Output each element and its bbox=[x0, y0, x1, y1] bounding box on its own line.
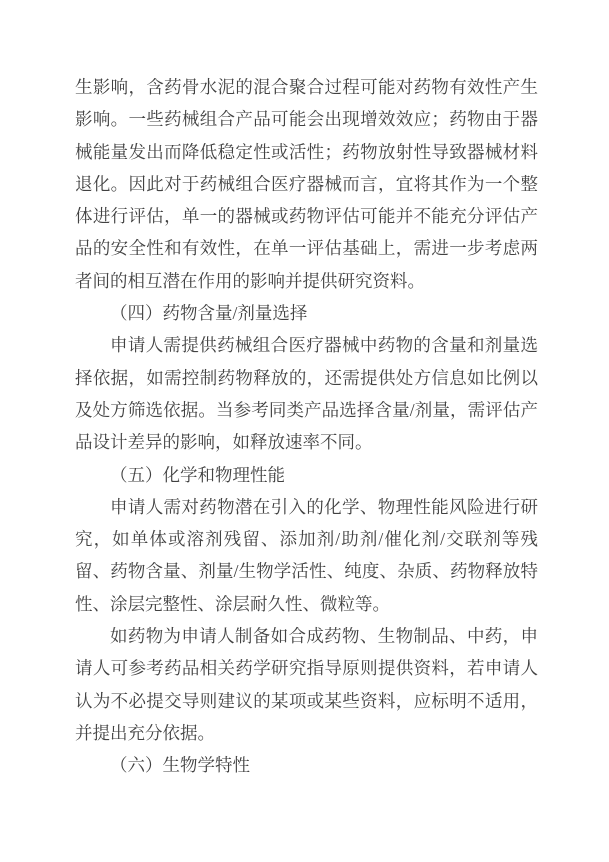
section-heading-drug-content-dose: （四）药物含量/剂量选择 bbox=[110, 303, 308, 324]
paragraph-dose-selection-basis: 申请人需提供药械组合医疗器械中药物的含量和剂量选择依据，如需控制药物释放的，还需提供处方信息如比例以及处方筛选依据。当参考同类产品选择含量/剂量，需评估产品设计差异的影响，如释放速率不同。 bbox=[75, 335, 538, 453]
section-heading-chemical-physical: （五）化学和物理性能 bbox=[110, 464, 285, 485]
paragraph-chemical-risk-study: 申请人需对药物潜在引入的化学、物理性能风险进行研究，如单体或溶剂残留、添加剂/助剂/催化剂/交联剂等残留、药物含量、剂量/生物学活性、纯度、杂质、药物释放特性、涂层完整性、涂层耐久性、微粒等。 bbox=[75, 496, 538, 614]
section-heading-biological: （六）生物学特性 bbox=[110, 755, 250, 776]
paragraph-interaction-evaluation: 生影响，含药骨水泥的混合聚合过程可能对药物有效性产生影响。一些药械组合产品可能会出现增效效应；药物由于器械能量发出而降低稳定性或活性；药物放射性导致器械材料退化。因此对于药械组合医疗器械而言，宜将其作为一个整体进行评估，单一的器械或药物评估可能并不能充分评估产品的安全性和有效性，在单一评估基础上，需进一步考虑两者间的相互潜在作用的影响并提供研究资料。 bbox=[75, 77, 538, 291]
paragraph-applicant-prepared-drug: 如药物为申请人制备如合成药物、生物制品、中药，申请人可参考药品相关药学研究指导原则提供资料，若申请人认为不必提交导则建议的某项或某些资料，应标明不适用，并提出充分依据。 bbox=[75, 626, 538, 743]
